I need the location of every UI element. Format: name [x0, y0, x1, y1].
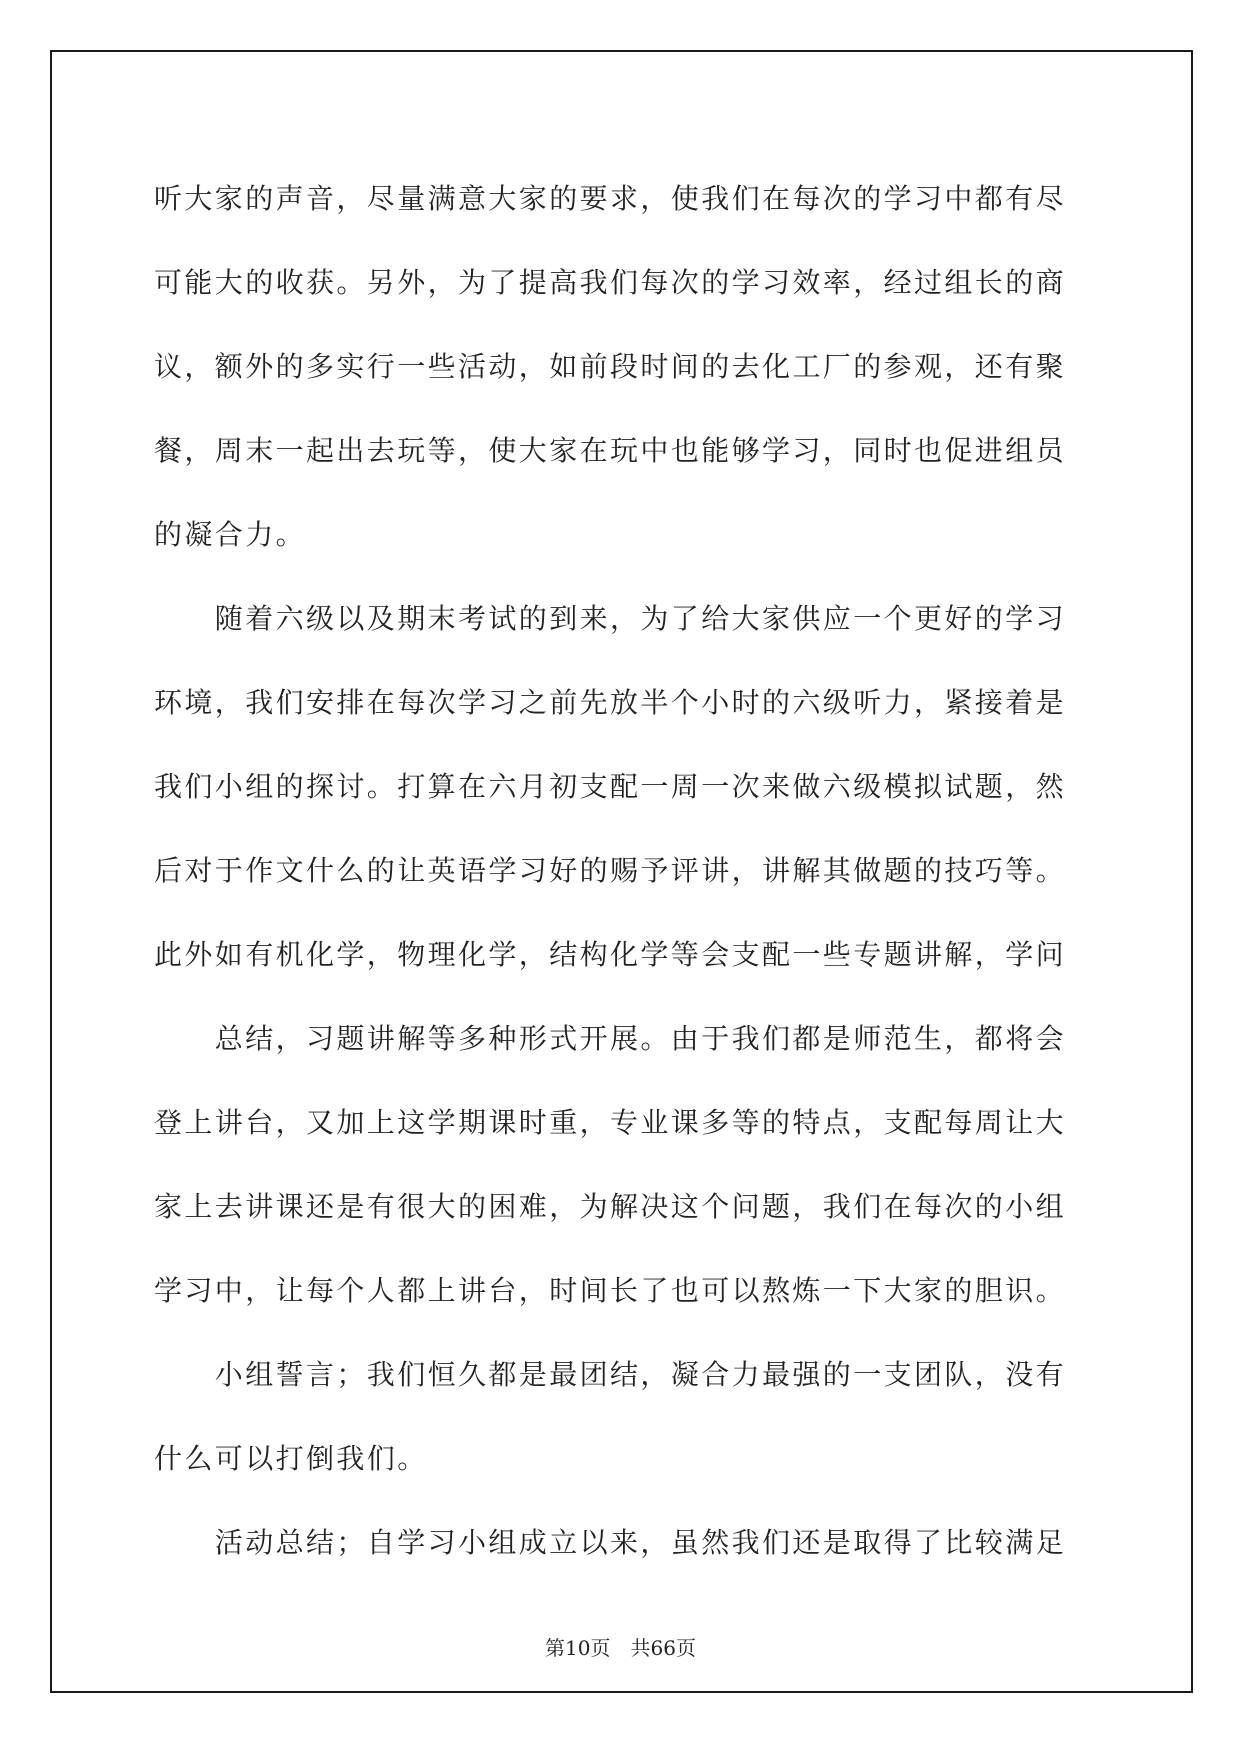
body-text: [154, 157, 1094, 1585]
text-line: 听大家的声音，尽量满意大家的要求，使我们在每次的学习中都有尽: [154, 182, 1067, 215]
text-line: 什么可以打倒我们。: [154, 1442, 428, 1475]
text-line: 此外如有机化学，物理化学，结构化学等会支配一些专题讲解，学问: [154, 938, 1067, 971]
text-line: 登上讲台，又加上这学期课时重，专业课多等的特点，支配每周让大: [154, 1106, 1067, 1139]
text-line: 可能大的收获。另外，为了提高我们每次的学习效率，经过组长的商: [154, 266, 1067, 299]
text-line: 后对于作文什么的让英语学习好的赐予评讲，讲解其做题的技巧等。: [154, 854, 1067, 887]
page-number-footer: 第10页 共66页: [545, 1636, 696, 1660]
text-line: 议，额外的多实行一些活动，如前段时间的去化工厂的参观，还有聚: [154, 350, 1067, 383]
text-line: 小组誓言；我们恒久都是最团结，凝合力最强的一支团队，没有: [154, 1358, 1067, 1391]
text-line: 随着六级以及期末考试的到来，为了给大家供应一个更好的学习: [154, 602, 1067, 635]
text-line: 家上去讲课还是有很大的困难，为解决这个问题，我们在每次的小组: [154, 1190, 1067, 1223]
text-line: 的凝合力。: [154, 518, 307, 551]
text-line: 我们小组的探讨。打算在六月初支配一周一次来做六级模拟试题，然: [154, 770, 1067, 803]
text-line: 餐，周末一起出去玩等，使大家在玩中也能够学习，同时也促进组员: [154, 434, 1067, 467]
text-line: 环境，我们安排在每次学习之前先放半个小时的六级听力，紧接着是: [154, 686, 1067, 719]
text-line: 学习中，让每个人都上讲台，时间长了也可以熬炼一下大家的胆识。: [154, 1274, 1067, 1307]
text-line: 活动总结；自学习小组成立以来，虽然我们还是取得了比较满足: [154, 1526, 1067, 1559]
text-line: 总结，习题讲解等多种形式开展。由于我们都是师范生，都将会: [154, 1022, 1067, 1055]
